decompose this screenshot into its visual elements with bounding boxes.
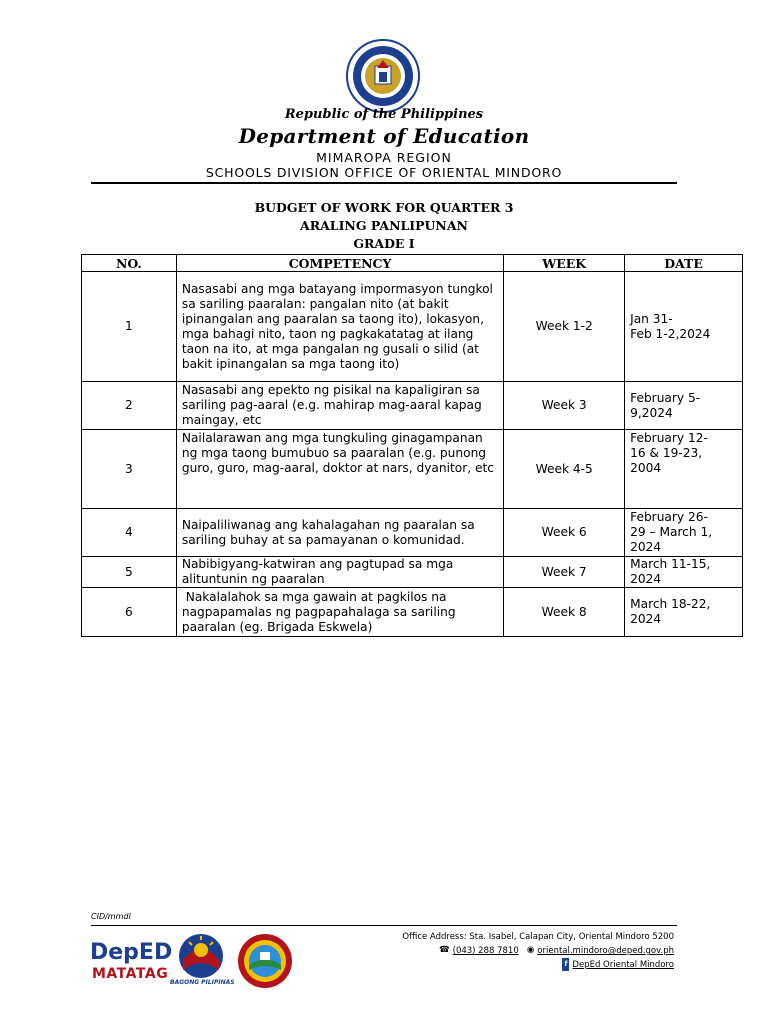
facebook-line [402, 958, 674, 972]
deped-seal-logo [345, 38, 421, 114]
bagong-pilipinas-logo [173, 930, 229, 986]
row-competency: Nasasabi ang mga batayang impormasyon tungkol sa sariling paaralan: pangalan nito (at bakit ipinangalan ang paaralan sa taong ito), lokasyon, mga bahagi nito, taon ng pagkakatatag at ilang taon na ito, at mga pangalan ng gusali o silid (at bakit ipinangalan sa mga taong ito) [176, 272, 503, 382]
row-number: 3 [82, 430, 177, 509]
row-competency: Nasasabi ang epekto ng pisikal na kapaligiran sa sariling pag-aaral (e.g. mahirap mag-aaral kapag maingay, etc [176, 382, 503, 430]
row-week: Week 3 [504, 382, 625, 430]
table-row [82, 509, 743, 557]
facebook-icon: f [562, 958, 569, 971]
header-no: NO. [82, 255, 177, 272]
row-week: Week 1-2 [504, 272, 625, 382]
contact-line [402, 944, 674, 958]
globe-icon: ◉ [526, 945, 535, 955]
row-competency: Nakalalahok sa mga gawain at pagkilos na nagpapamalas ng pagpapahalaga sa sariling paaralan (eg. Brigada Eskwela) [176, 588, 503, 637]
row-date: March 11-15, 2024 [625, 557, 743, 588]
row-competency: Naipaliliwanag ang kahalagahan ng paaralan sa sariling buhay at sa pamayanan o komunidad. [176, 509, 503, 557]
row-competency: Nabibigyang-katwiran ang pagtupad sa mga alituntunin ng paaralan [176, 557, 503, 588]
table-row [82, 557, 743, 588]
table-row [82, 382, 743, 430]
row-number: 6 [82, 588, 177, 637]
document-code: CID/mmdl [91, 912, 131, 921]
facebook-link[interactable]: DepEd Oriental Mindoro [572, 960, 674, 970]
row-week: Week 4-5 [504, 430, 625, 509]
row-number: 5 [82, 557, 177, 588]
row-number: 1 [82, 272, 177, 382]
header-week: WEEK [504, 255, 625, 272]
budget-of-work-table [81, 254, 743, 637]
region-name: MIMAROPA REGION [316, 150, 452, 165]
deped-logo-text: DepED [90, 940, 173, 965]
department-name: Department of Education [238, 124, 530, 148]
row-number: 2 [82, 382, 177, 430]
row-week: Week 8 [504, 588, 625, 637]
phone-number: (043) 288 7810 [452, 946, 519, 956]
header-date: DATE [625, 255, 743, 272]
table-header-row [82, 255, 743, 272]
row-week: Week 6 [504, 509, 625, 557]
division-seal-logo [236, 932, 294, 990]
document-title: BUDGET OF WORK FOR QUARTER 3 [254, 200, 514, 215]
phone-icon: ☎ [439, 945, 450, 955]
office-contact-block [402, 931, 674, 972]
row-date: February 5- 9,2024 [625, 382, 743, 430]
row-competency: Nailalarawan ang mga tungkuling ginagampanan ng mga taong bumubuo sa paaralan (e.g. punong guro, guro, mag-aaral, doktor at nars, dyanitor, etc [176, 430, 503, 509]
bagong-pilipinas-label: BAGONG PILIPINAS [170, 979, 235, 986]
office-address: Office Address: Sta. Isabel, Calapan City, Oriental Mindoro 5200 [402, 932, 674, 942]
footer-rule [91, 925, 677, 926]
email-link[interactable]: oriental.mindoro@deped.gov.ph [537, 946, 674, 956]
division-name: SCHOOLS DIVISION OFFICE OF ORIENTAL MINDORO [205, 165, 563, 180]
row-date: February 12- 16 & 19-23, 2004 [625, 430, 743, 509]
row-number: 4 [82, 509, 177, 557]
row-date: March 18-22, 2024 [625, 588, 743, 637]
republic-line: Republic of the Philippines [284, 107, 484, 122]
matatag-logo-text: MATATAG [92, 966, 169, 982]
row-date: Jan 31- Feb 1-2,2024 [625, 272, 743, 382]
header-rule [91, 182, 677, 184]
table-row [82, 588, 743, 637]
table-row [82, 430, 743, 509]
row-date: February 26- 29 – March 1, 2024 [625, 509, 743, 557]
header-competency: COMPETENCY [176, 255, 503, 272]
document-grade: GRADE I [353, 236, 415, 251]
row-week: Week 7 [504, 557, 625, 588]
table-row [82, 272, 743, 382]
document-subject: ARALING PANLIPUNAN [300, 218, 468, 233]
